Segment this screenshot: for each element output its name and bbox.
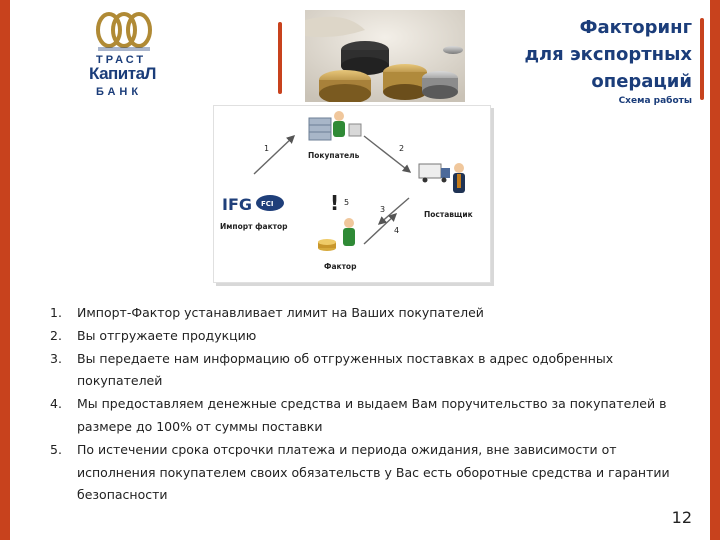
list-item-number: 5. — [50, 441, 62, 457]
fci-logo-text: FCI — [261, 200, 274, 208]
factor-icon — [318, 218, 355, 251]
list-item-text: Мы предоставляем денежные средства и выдаем Вам поручительство за покупателей в размере до 100% от суммы поставки — [77, 396, 667, 434]
title-line-3: операций — [591, 71, 692, 92]
title-line-1: Факторинг — [579, 17, 692, 38]
logo-text-trust: ТРАСТ — [96, 54, 147, 66]
title-line-2: для экспортных — [524, 44, 692, 65]
slide-subtitle: Схема работы — [618, 96, 692, 106]
list-item-text: Импорт-Фактор устанавливает лимит на Ваших покупателей — [77, 305, 484, 320]
logo-text-capital: КапитаЛ — [89, 64, 156, 83]
page-number: 12 — [671, 508, 692, 527]
list-item — [50, 439, 690, 507]
factoring-scheme-diagram — [213, 105, 491, 283]
list-item — [50, 302, 690, 325]
step-number: 1 — [264, 144, 270, 153]
step-number: 5 — [344, 198, 350, 207]
ifg-logo-text: IFG — [222, 195, 253, 214]
buyer-label: Покупатель — [308, 151, 360, 160]
coins-photo — [305, 10, 465, 102]
list-item-number: 4. — [50, 396, 62, 412]
list-item-number: 1. — [50, 305, 62, 320]
left-accent-bar — [0, 0, 10, 540]
supplier-label: Поставщик — [424, 210, 473, 219]
step-number: 3 — [380, 205, 386, 214]
list-item — [50, 325, 690, 348]
right-accent-bar — [710, 0, 720, 540]
supplier-icon — [419, 163, 465, 193]
header-divider-left — [278, 22, 282, 94]
factor-label: Фактор — [324, 262, 357, 271]
logo-rings-icon — [94, 10, 154, 52]
list-item-number: 2. — [50, 327, 62, 343]
bank-logo — [86, 10, 166, 105]
logo-text-bank: БАНК — [96, 86, 143, 98]
list-item — [50, 393, 690, 439]
slide-title — [524, 14, 692, 106]
scheme-arrows — [214, 106, 490, 282]
list-item-text: По истечении срока отсрочки платежа и периода ожидания, вне зависимости от исполнения покупателем своих обязательств у Вас есть оборотные средства и гарантии безопасности — [77, 441, 670, 503]
step-number: 4 — [394, 226, 400, 235]
import-factor-label: Импорт фактор — [220, 222, 288, 231]
buyer-icon — [309, 111, 361, 140]
alert-mark: ! — [330, 191, 340, 215]
import-factor-logos — [222, 195, 284, 214]
header-divider-right — [700, 18, 704, 100]
list-item-text: Вы отгружаете продукцию — [77, 327, 257, 343]
list-item-number: 3. — [50, 350, 62, 366]
step-number: 2 — [399, 144, 405, 153]
steps-list — [50, 302, 690, 507]
list-item-text: Вы передаете нам информацию об отгруженных поставках в адрес одобренных покупателей — [77, 350, 614, 389]
list-item — [50, 348, 690, 394]
